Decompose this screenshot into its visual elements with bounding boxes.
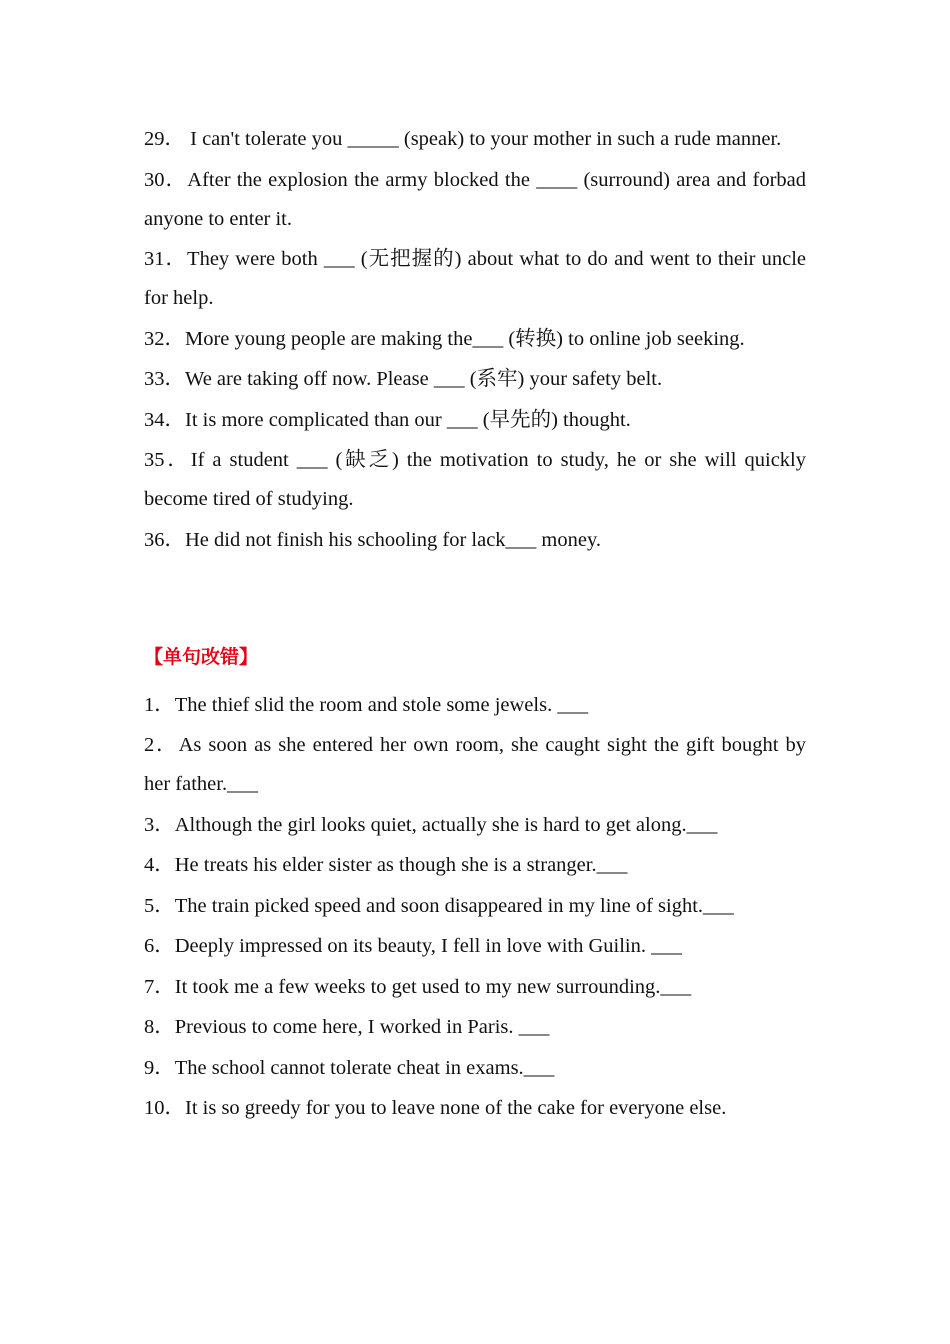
question-number: 1． [144,693,175,716]
question-text: I can't tolerate you _____ (speak) to your mother in such a rude manner. [185,128,782,150]
question-32 [144,320,806,359]
question-text: Previous to come here, I worked in Paris. ___ [174,1016,550,1038]
section-title-error-correction: 【单句改错】 [144,645,259,668]
question-number: 4． [144,854,175,876]
question-text: More young people are making the___ (转换) to online job seeking. [185,327,745,350]
question-number: 33． [144,368,185,390]
correction-7 [144,968,806,1007]
question-text: Deeply impressed on its beauty, I fell in love with Guilin. ___ [174,935,682,957]
question-30 [144,161,806,239]
question-number: 30． [144,168,188,191]
question-text: As soon as she entered her own room, she caught sight the gift bought by her father.___ [144,734,807,795]
question-number: 5． [144,894,175,917]
question-number: 35． [144,449,191,471]
correction-8 [144,1008,806,1047]
question-text: They were both ___ (无把握的) about what to do and went to their uncle for help. [144,248,807,309]
correction-5 [144,887,806,926]
question-text: The train picked speed and soon disappeared in my line of sight.___ [174,894,734,917]
question-number: 29． [144,128,185,150]
question-text: It took me a few weeks to get used to my new surrounding.___ [174,975,692,998]
question-text: He treats his elder sister as though she is a stranger.___ [174,854,628,876]
question-text: If a student ___ (缺乏) the motivation to study, he or she will quickly become tired of studying. [144,449,807,510]
question-number: 3． [144,813,175,836]
question-number: 2． [144,734,179,756]
error-correction-list [144,686,806,1129]
question-number: 7． [144,975,175,998]
question-number: 9． [144,1056,175,1079]
question-text: We are taking off now. Please ___ (系牢) your safety belt. [185,368,663,390]
question-text: It is more complicated than our ___ (早先的) thought. [185,408,631,431]
correction-1 [144,686,806,725]
question-number: 8． [144,1016,175,1038]
question-35 [144,441,806,519]
correction-10 [144,1089,806,1128]
correction-2 [144,726,806,804]
question-number: 6． [144,935,175,957]
question-33 [144,360,806,399]
question-number: 36． [144,528,185,551]
document-content [144,120,806,1130]
question-text: The school cannot tolerate cheat in exams.___ [174,1056,555,1079]
question-number: 32． [144,327,185,350]
question-34 [144,401,806,440]
fill-in-blank-list [144,120,806,560]
correction-9 [144,1049,806,1088]
question-text: After the explosion the army blocked the ____ (surround) area and forbad anyone to enter it. [144,168,807,230]
correction-4 [144,846,806,885]
question-number: 10． [144,1097,185,1119]
question-number: 31． [144,248,188,270]
question-29 [144,120,806,159]
question-text: It is so greedy for you to leave none of the cake for everyone else. [185,1097,727,1119]
question-text: Although the girl looks quiet, actually she is hard to get along.___ [174,813,718,836]
question-36 [144,521,806,560]
question-text: The thief slid the room and stole some jewels. ___ [174,693,589,716]
correction-6 [144,927,806,966]
question-number: 34． [144,408,185,431]
question-31 [144,240,806,318]
correction-3 [144,806,806,845]
question-text: He did not finish his schooling for lack___ money. [185,528,602,551]
